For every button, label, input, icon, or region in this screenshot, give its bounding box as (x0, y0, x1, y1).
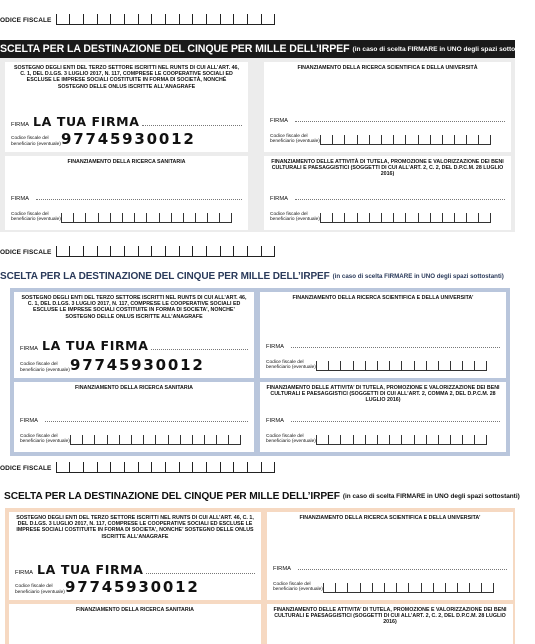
box-ricerca-sanitaria (14, 382, 254, 452)
firma-row[interactable] (270, 118, 505, 124)
firma-label: FIRMA (11, 122, 30, 128)
signature-text: LA TUA FIRMA (33, 114, 140, 129)
firma-label: FIRMA (11, 196, 30, 202)
box-title: FINANZIAMENTO DELLA RICERCA SANITARIA (76, 607, 194, 613)
beneficiary-row[interactable] (20, 434, 250, 445)
firma-dotted-line (142, 125, 242, 126)
form-variant-black (0, 0, 535, 232)
beneficiary-label: Codice fiscale del beneficiario (eventuale) (20, 362, 70, 373)
codice-fiscale-cells[interactable] (56, 14, 275, 25)
codice-fiscale-cells[interactable] (56, 246, 275, 257)
codice-fiscale-row (0, 246, 275, 257)
banner-title: SCELTA PER LA DESTINAZIONE DEL CINQUE PER MILLE DELL’IRPEF (0, 43, 350, 55)
beneficiary-cells[interactable] (316, 435, 487, 445)
box-beni-culturali (267, 604, 513, 644)
beneficiary-cells[interactable] (320, 135, 491, 145)
box-title: FINANZIAMENTO DELLA RICERCA SCIENTIFICA E DELLA UNIVERSITA’ (292, 295, 474, 301)
beneficiary-label: Codice fiscale del beneficiario (eventuale) (266, 360, 316, 371)
beneficiary-label: Codice fiscale del beneficiario (eventuale) (15, 584, 65, 595)
choice-panel (5, 508, 515, 644)
firma-row[interactable] (20, 418, 248, 424)
beneficiary-row[interactable] (11, 212, 244, 223)
banner-title: SCELTA PER LA DESTINAZIONE DEL CINQUE PER MILLE DELL’IRPEF (4, 490, 340, 502)
beneficiary-label: Codice fiscale del beneficiario (eventuale) (270, 212, 320, 223)
signature-text: LA TUA FIRMA (37, 562, 144, 577)
beneficiary-cells[interactable] (320, 213, 491, 223)
codice-fiscale-cells[interactable] (56, 462, 275, 473)
beneficiary-cells[interactable] (61, 213, 232, 223)
banner-plain (0, 488, 520, 504)
firma-row[interactable] (11, 116, 242, 128)
beneficiary-label: Codice fiscale del beneficiario (eventuale) (270, 134, 320, 145)
box-terzo-settore (9, 512, 261, 600)
box-title: FINANZIAMENTO DELLA RICERCA SCIENTIFICA E DELLA UNIVERSITÀ (297, 65, 478, 71)
box-title: SOSTEGNO DEGLI ENTI DEL TERZO SETTORE ISCRITTI NEL RUNTS DI CUI ALL’ART. 46, C. 1, DEL D.LGS. 3 LUGLIO 2017, N. 117, COMPRESE LE COOPERATIVE SOCIALI ED ESCLUSE LE IMPRESE SOCIALI COSTITUITE IN FORMA DI SOCIETA’, NONCHE’ SOSTEGNO DELLE ONLUS ISCRITTE ALL’ANAGRAFE (21, 295, 247, 320)
beneficiary-row[interactable] (266, 434, 502, 445)
box-title: FINANZIAMENTO DELLE ATTIVITA’ DI TUTELA, PROMOZIONE E VALORIZZAZIONE DEI BENI CULTURALI E PAESAGGISTICI (SOGGETTI DI CUI ALL’ART. 2, C. 2, DEL D.P.C.M. 28 LUGLIO 2016) (273, 607, 507, 626)
firma-dotted-line (151, 349, 248, 350)
codice-fiscale-row (0, 462, 275, 473)
firma-row[interactable] (266, 344, 500, 350)
box-ricerca-scientifica (264, 62, 511, 152)
firma-dotted-line (36, 199, 242, 200)
firma-label: FIRMA (273, 566, 292, 572)
box-title: FINANZIAMENTO DELLE ATTIVITA’ DI TUTELA, PROMOZIONE E VALORIZZAZIONE DEI BENI CULTURALI E PAESAGGISTICI (SOGGETTI DI CUI ALL’ART. 2, COMMA 2, DEL D.P.C.M. 28 LUGLIO 2016) (266, 385, 500, 404)
beneficiary-row[interactable] (270, 212, 507, 223)
box-ricerca-sanitaria (9, 604, 261, 644)
firma-label: FIRMA (266, 418, 285, 424)
box-title: FINANZIAMENTO DELLA RICERCA SANITARIA (67, 159, 186, 165)
box-title: SOSTEGNO DEGLI ENTI DEL TERZO SETTORE ISCRITTI NEL RUNTS DI CUI ALL’ART. 46, C. 1, DEL D.LGS. 3 LUGLIO 2017, N. 117, COMPRESE LE COOPERATIVE SOCIALI ED ESCLUSE LE IMPRESE SOCIALI COSTITUITE IN FORMA DI SOCIETÀ, NONCHÉ SOSTEGNO DELLE ONLUS ISCRITTE ALL’ANAGRAFE (14, 65, 239, 90)
codice-fiscale-label: ODICE FISCALE (0, 17, 52, 24)
beneficiary-fiscal-code: 97745930012 (61, 130, 196, 148)
codice-fiscale-label: ODICE FISCALE (0, 249, 52, 256)
beneficiary-label: Codice fiscale del beneficiario (eventuale) (266, 434, 316, 445)
firma-row[interactable] (20, 340, 248, 352)
box-terzo-settore (14, 292, 254, 378)
firma-dotted-line (291, 421, 500, 422)
firma-row[interactable] (270, 196, 505, 202)
box-title: FINANZIAMENTO DELLA RICERCA SANITARIA (75, 385, 193, 391)
box-terzo-settore (5, 62, 248, 152)
beneficiary-cells[interactable] (316, 361, 487, 371)
choice-panel (10, 288, 510, 456)
banner-note: (in caso di scelta FIRMARE in UNO degli spazi sottostanti) (352, 45, 535, 53)
beneficiary-row[interactable] (20, 358, 250, 373)
beneficiary-fiscal-code: 97745930012 (70, 356, 205, 374)
beneficiary-cells[interactable] (323, 583, 494, 593)
banner-title: SCELTA PER LA DESTINAZIONE DEL CINQUE PER MILLE DELL’IRPEF (0, 270, 330, 282)
firma-label: FIRMA (266, 344, 285, 350)
beneficiary-cells[interactable] (70, 435, 241, 445)
form-variant-blue (0, 236, 515, 456)
beneficiary-fiscal-code: 97745930012 (65, 578, 200, 596)
beneficiary-label: Codice fiscale del beneficiario (eventuale) (11, 212, 61, 223)
codice-fiscale-row (0, 14, 275, 25)
firma-dotted-line (298, 569, 507, 570)
banner-note: (in caso di scelta FIRMARE in UNO degli spazi sottostanti) (342, 492, 520, 500)
firma-label: FIRMA (20, 418, 39, 424)
beneficiary-row[interactable] (273, 582, 509, 593)
firma-label: FIRMA (270, 118, 289, 124)
firma-row[interactable] (273, 566, 507, 572)
firma-dotted-line (295, 121, 505, 122)
choice-panel (0, 58, 515, 232)
box-ricerca-scientifica (260, 292, 506, 378)
form-variant-peach (0, 456, 520, 644)
beneficiary-label: Codice fiscale del beneficiario (eventuale) (273, 582, 323, 593)
banner-plain (0, 268, 515, 284)
beneficiary-label: Codice fiscale del beneficiario (eventuale) (11, 136, 61, 147)
box-ricerca-scientifica (267, 512, 513, 600)
firma-dotted-line (291, 347, 500, 348)
signature-text: LA TUA FIRMA (42, 338, 149, 353)
firma-row[interactable] (266, 418, 500, 424)
banner-note: (in caso di scelta FIRMARE in UNO degli spazi sottostanti) (332, 272, 504, 280)
box-beni-culturali (260, 382, 506, 452)
box-title: FINANZIAMENTO DELLE ATTIVITÀ DI TUTELA, PROMOZIONE E VALORIZZAZIONE DEI BENI CULTURALI E PAESAGGISTICI (SOGGETTI DI CUI ALL’ART. 2, C. 2, DEL D.P.C.M. 28 LUGLIO 2016) (271, 159, 504, 178)
firma-row[interactable] (11, 196, 242, 202)
banner-black (0, 40, 535, 58)
box-title: SOSTEGNO DEGLI ENTI DEL TERZO SETTORE ISCRITTI NEL RUNTS DI CUI ALL’ART. 46, C. 1, DEL D.LGS. 3 LUGLIO 2017, N. 117, COMPRESE LE COOPERATIVE SOCIALI ED ESCLUSE LE IMPRESE SOCIALI COSTITUITE IN FORMA DI SOCIETA’, NONCHE’ SOSTEGNO DELLE ONLUS ISCRITTE ALL’ANAGRAFE (16, 515, 254, 540)
box-title: FINANZIAMENTO DELLA RICERCA SCIENTIFICA E DELLA UNIVERSITA’ (299, 515, 481, 521)
beneficiary-label: Codice fiscale del beneficiario (eventuale) (20, 434, 70, 445)
firma-label: FIRMA (15, 570, 34, 576)
firma-dotted-line (146, 573, 255, 574)
beneficiary-row[interactable] (15, 580, 257, 595)
box-beni-culturali (264, 156, 511, 230)
firma-dotted-line (295, 199, 505, 200)
codice-fiscale-label: ODICE FISCALE (0, 465, 52, 472)
firma-dotted-line (45, 421, 248, 422)
beneficiary-row[interactable] (11, 132, 244, 147)
box-ricerca-sanitaria (5, 156, 248, 230)
firma-label: FIRMA (20, 346, 39, 352)
firma-row[interactable] (15, 564, 255, 576)
firma-label: FIRMA (270, 196, 289, 202)
beneficiary-row[interactable] (270, 134, 507, 145)
beneficiary-row[interactable] (266, 360, 502, 371)
